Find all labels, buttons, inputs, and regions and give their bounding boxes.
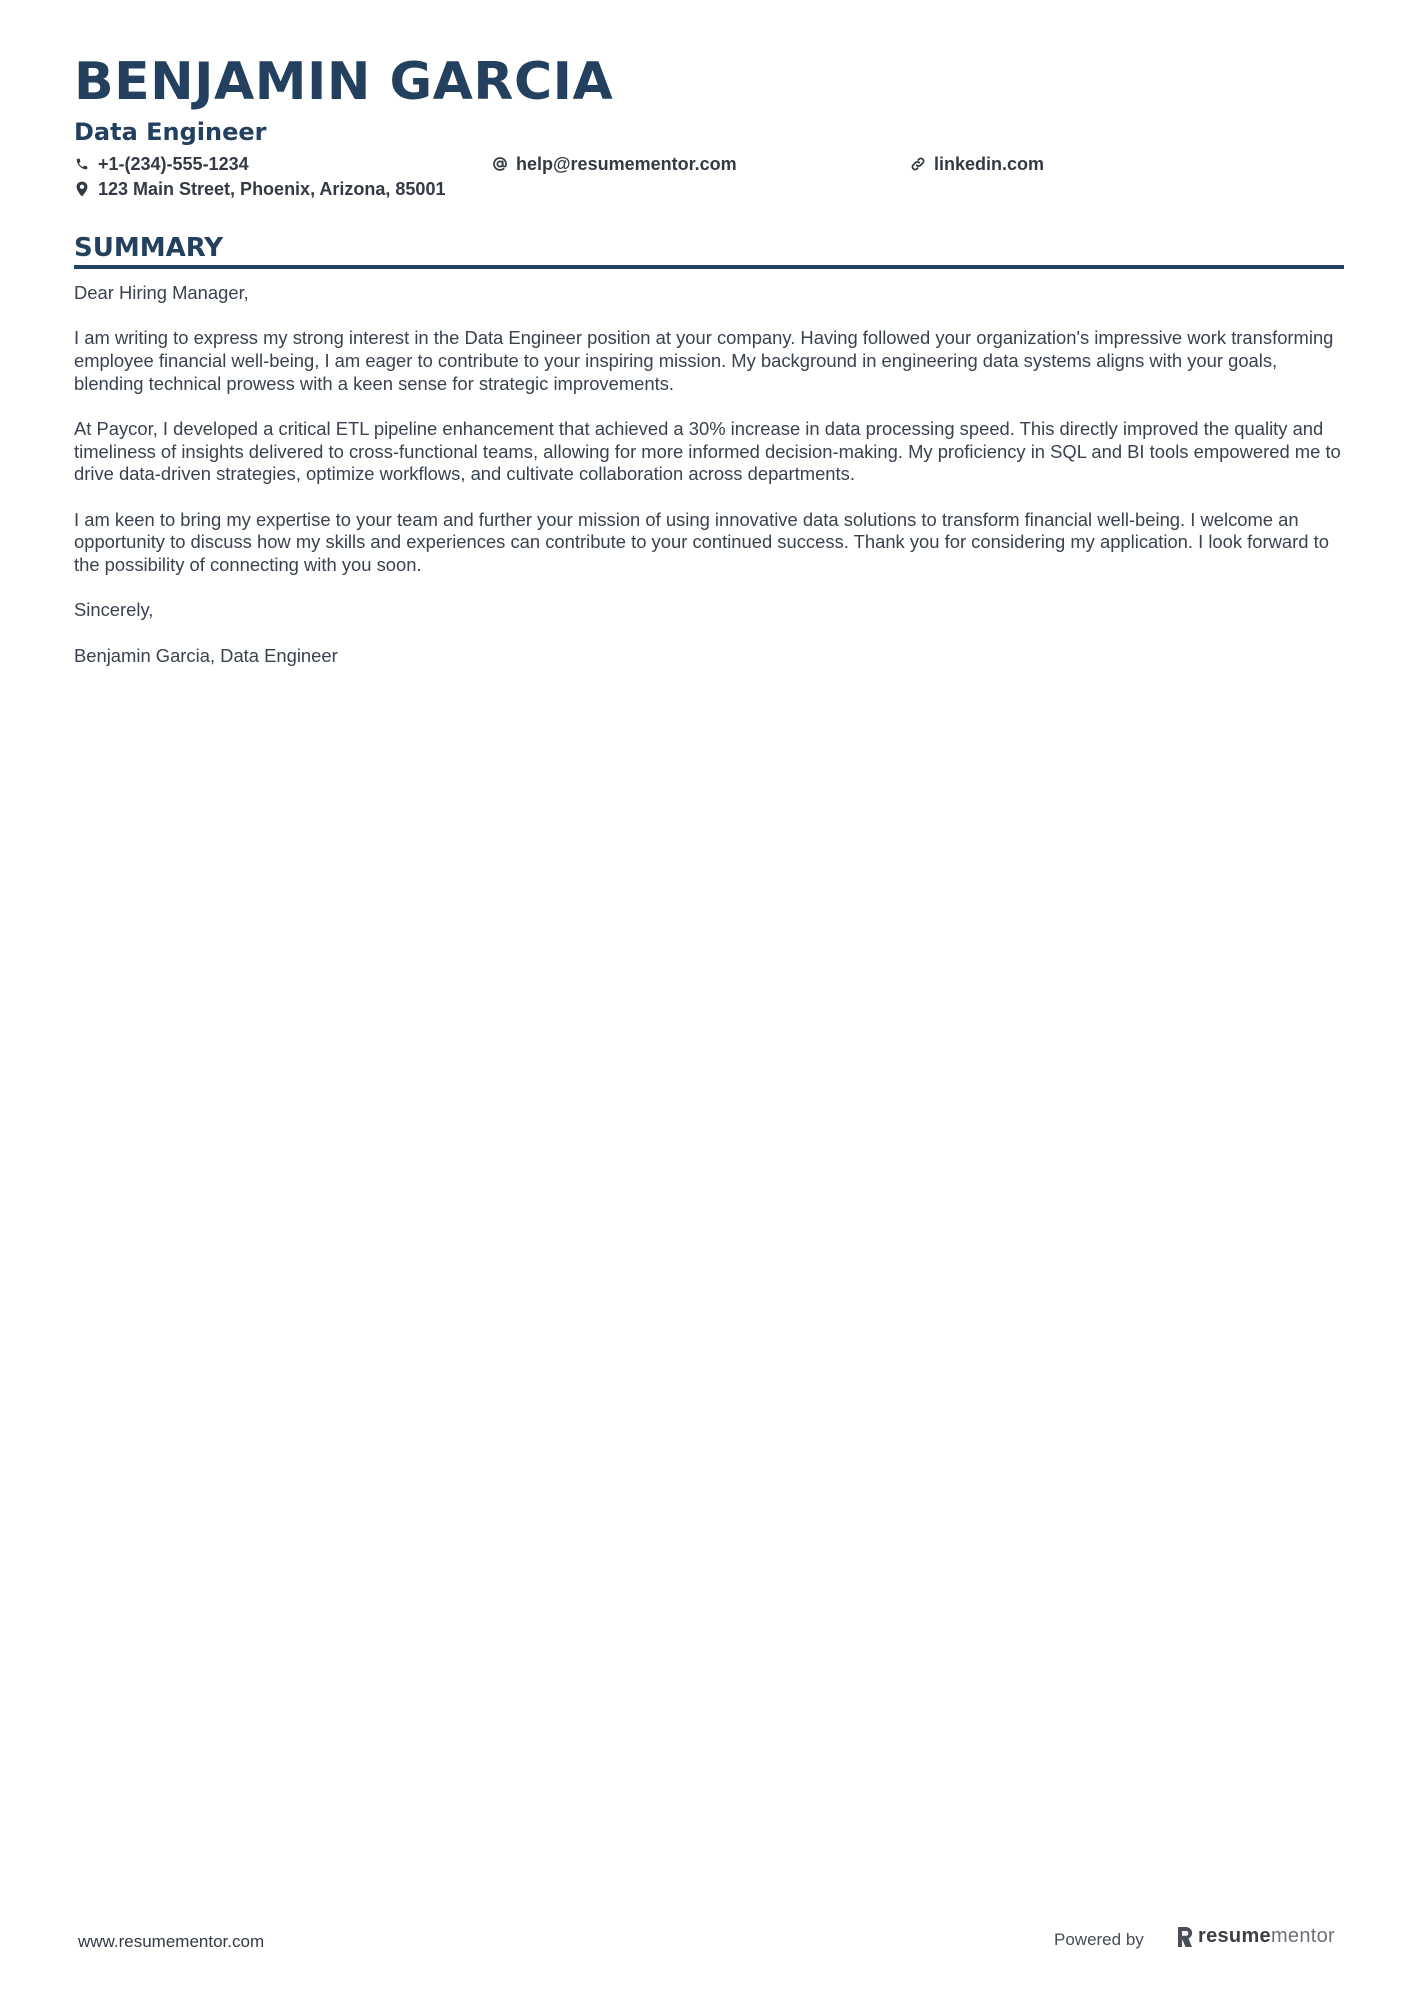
brand-logo[interactable]	[1176, 1925, 1335, 1948]
contact-linkedin	[910, 155, 1044, 173]
signature: Benjamin Garcia, Data Engineer	[74, 644, 338, 666]
at-icon	[492, 156, 508, 172]
brand-wordmark-part2: mentor	[1270, 1925, 1335, 1947]
address-text: 123 Main Street, Phoenix, Arizona, 85001	[98, 179, 446, 199]
brand-mark-icon	[1176, 1927, 1194, 1947]
powered-by-label: Powered by	[1054, 1930, 1144, 1949]
contact-address	[74, 180, 445, 198]
candidate-name: BENJAMIN GARCIA	[74, 52, 614, 112]
footer-website-link[interactable]: www.resumementor.com	[78, 1932, 265, 1951]
phone-icon	[74, 156, 90, 172]
brand-wordmark-part1: resume	[1198, 1925, 1271, 1947]
job-title: Data Engineer	[74, 118, 267, 146]
map-pin-icon	[74, 181, 90, 197]
section-divider	[74, 265, 1344, 269]
letter-body	[74, 282, 1346, 690]
link-icon	[910, 156, 926, 172]
summary-heading: SUMMARY	[74, 233, 224, 263]
phone-text: +1-(234)-555-1234	[98, 154, 249, 174]
closing: Sincerely,	[74, 599, 154, 621]
paragraph-3: I am keen to bring my expertise to your team and further your mission of using innovative data solutions to transform financial well-being. I welcome an opportunity to discuss how my skills and experiences can contribute to your continued success. Thank you for considering my application. I look forward to the possibility of connecting with you soon.	[74, 508, 1329, 575]
contact-phone	[74, 155, 249, 173]
brand-wordmark	[1198, 1925, 1335, 1948]
contact-email	[492, 155, 737, 173]
email-link[interactable]: help@resumementor.com	[516, 154, 737, 174]
paragraph-1: I am writing to express my strong interest in the Data Engineer position at your company. Having followed your organization's impressive work transforming employee financial well-being, I am eager to contribute to your inspiring mission. My background in engineering data systems aligns with your goals, blending technical prowess with a keen sense for strategic improvements.	[74, 327, 1334, 394]
paragraph-2: At Paycor, I developed a critical ETL pipeline enhancement that achieved a 30% increase in data processing speed. This directly improved the quality and timeliness of insights delivered to cross-functional teams, allowing for more informed decision-making. My proficiency in SQL and BI tools empowered me to drive data-driven strategies, optimize workflows, and cultivate collaboration across departments.	[74, 417, 1341, 485]
salutation: Dear Hiring Manager,	[74, 282, 249, 303]
linkedin-link[interactable]: linkedin.com	[934, 154, 1045, 174]
